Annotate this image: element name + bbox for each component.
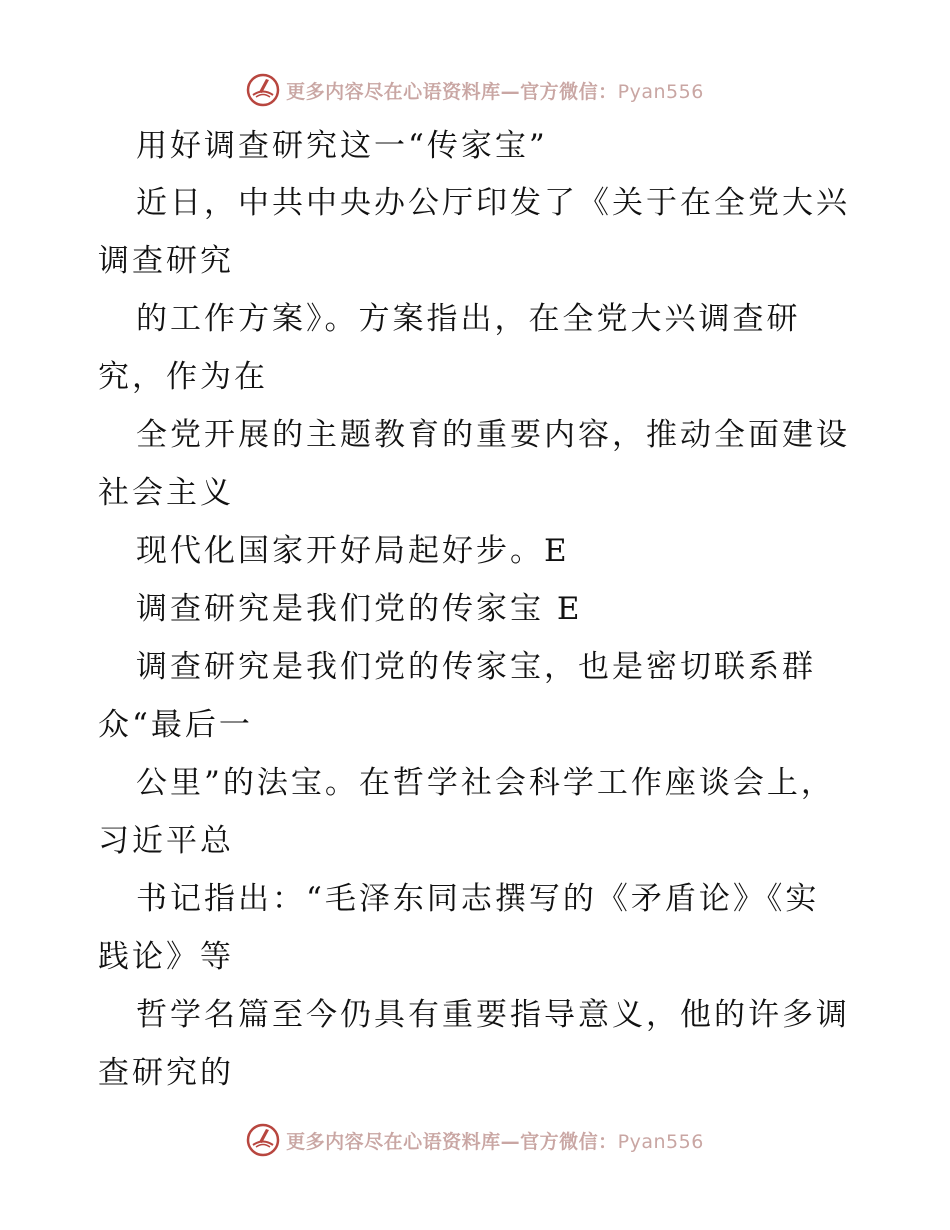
footer-watermark	[0, 1120, 950, 1160]
text-line: 书记指出：“毛泽东同志撰写的《矛盾论》《实	[136, 881, 820, 917]
text-line: 调查研究	[98, 243, 234, 279]
text-line: 社会主义	[98, 475, 234, 511]
watermark-text: 更多内容尽在心语资料库—官方微信：Pyan556	[286, 1130, 704, 1153]
text-line: 查研究的	[98, 1055, 234, 1091]
wechat-id: Pyan556	[617, 80, 704, 103]
text-line: 的工作方案》。方案指出，在全党大兴调查研	[136, 301, 801, 337]
wechat-id: Pyan556	[617, 1130, 704, 1153]
text-line: 众“最后一	[98, 707, 253, 743]
text-line: 习近平总	[98, 823, 234, 859]
book-pen-logo	[246, 73, 280, 107]
book-pen-logo	[246, 1123, 280, 1157]
section-heading: 调查研究是我们党的传家宝 E	[136, 591, 583, 627]
text-line: 现代化国家开好局起好步。E	[136, 533, 570, 569]
text-line: 哲学名篇至今仍具有重要指导意义，他的许多调	[136, 997, 850, 1033]
text-line: 践论》等	[98, 939, 234, 975]
header-watermark	[0, 70, 950, 110]
text-line: 近日，中共中央办公厅印发了《关于在全党大兴	[136, 185, 850, 221]
text-line: 公里”的法宝。在哲学社会科学工作座谈会上，	[136, 765, 835, 801]
text-line: 究，作为在	[98, 359, 268, 395]
title-line: 用好调查研究这一“传家宝”	[136, 128, 548, 164]
text-line: 调查研究是我们党的传家宝，也是密切联系群	[136, 649, 816, 685]
watermark-text: 更多内容尽在心语资料库—官方微信：Pyan556	[286, 80, 704, 103]
text-line: 全党开展的主题教育的重要内容，推动全面建设	[136, 417, 850, 453]
